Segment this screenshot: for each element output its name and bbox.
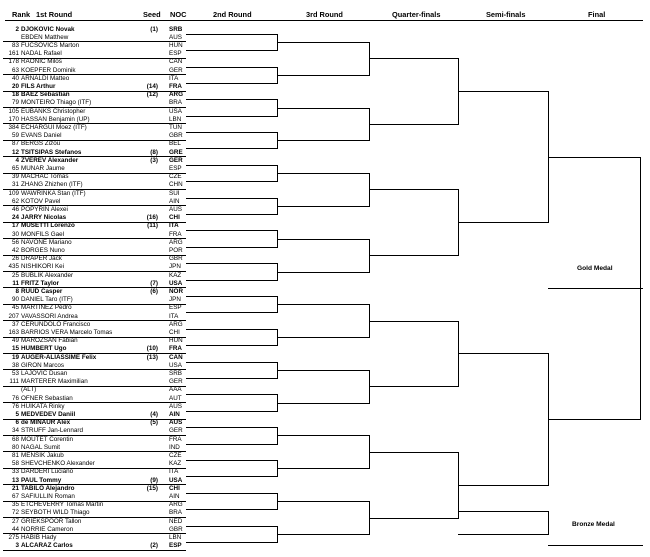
player-rank: 63 [11,66,19,74]
player-name: EBDEN Matthew [21,33,69,41]
player-noc: AUT [169,394,182,402]
player-rank: 87 [11,140,19,148]
player-noc: CAN [169,58,183,66]
player-noc: CHI [169,484,180,492]
bracket-line [186,83,277,84]
player-noc: ITA [169,468,179,476]
player-noc: FRA [169,345,182,353]
player-rank: 12 [11,148,19,156]
player-rank: 65 [11,164,19,172]
bracket-line [458,511,548,512]
player-name: SHEVCHENKO Alexander [21,460,95,468]
bracket-line [186,296,277,297]
player-name: NADAL Rafael [21,50,62,58]
player-noc: HUN [169,41,183,49]
player-name: ETCHEVERRY Tomas Martin [21,501,104,509]
player-seed: (15) [146,484,158,492]
bracket-line [186,394,277,395]
player-noc: JPN [169,296,181,304]
player-name: MEDVEDEV Daniil [21,410,76,418]
bracket-line [369,58,458,59]
header-second-round: 2nd Round [213,10,252,19]
player-noc: FRA [169,230,182,238]
player-name: DANIEL Taro (ITF) [21,296,73,304]
bracket-line [369,518,458,519]
player-name: STRUFF Jan-Lennard [21,427,83,435]
bracket-line [369,321,458,322]
player-rank: 81 [11,451,19,459]
player-seed: (2) [150,542,158,550]
player-noc: FRA [169,435,182,443]
player-noc: AUS [169,205,182,213]
player-noc: USA [169,107,182,115]
bracket-line [458,91,548,92]
player-name: MARTERER Maximilian [21,378,88,386]
player-name: OFNER Sebastian [21,394,73,402]
header-rank: Rank [12,10,31,19]
player-noc: GBR [169,525,183,533]
bracket-line [186,263,277,264]
player-name: POPYRIN Alexei [21,205,68,213]
player-name: ALCARAZ Carlos [21,542,73,550]
bracket-line [186,165,277,166]
bracket-line [548,511,549,535]
player-noc: JPN [169,263,181,271]
player-seed: (11) [147,222,158,230]
player-noc: HUN [169,337,183,345]
player-name: AUGER-ALIASSIME Felix [21,353,97,361]
player-name: FILS Arthur [21,82,56,90]
player-noc: TUN [169,123,182,131]
player-name: TABILO Alejandro [21,484,75,492]
player-rank: 42 [11,246,19,254]
bracket-line [186,329,277,330]
player-noc: CHI [169,214,180,222]
player-noc: BRA [169,509,182,517]
header-seed: Seed [143,10,161,19]
player-name: ZHANG Zhizhen (ITF) [21,181,83,189]
player-name: MACHAC Tomas [21,173,69,181]
player-noc: GER [169,427,183,435]
player-noc: GBR [169,132,183,140]
player-rank: 19 [11,353,19,361]
header-rule [5,20,643,21]
player-rank: 53 [11,369,19,377]
player-rank: 38 [11,361,19,369]
player-name: BARRIOS VERA Marcelo Tomas [21,328,113,336]
player-rank: 20 [11,82,19,90]
player-noc: GBR [169,255,183,263]
player-name: CERUNDOLO Francisco [21,320,91,328]
player-rank: 46 [11,205,19,213]
player-noc: CZE [169,451,182,459]
player-rank: 76 [11,402,19,410]
player-rank: 170 [8,115,19,123]
player-noc: USA [169,476,183,484]
player-seed: (6) [150,287,158,295]
bracket-line [458,534,548,535]
player-rank: 21 [11,484,19,492]
bracket-line [186,214,277,215]
player-rank: 109 [8,189,19,197]
player-noc: SRB [169,25,183,33]
player-noc: ARG [169,91,183,99]
bracket-line [277,140,369,141]
player-noc: AAA [169,386,182,394]
player-rank: 18 [11,91,19,99]
bracket-line [186,247,277,248]
player-name: NORRIE Cameron [21,525,74,533]
player-name: JARRY Nicolas [21,214,67,222]
player-name: ARNALDI Matteo [21,74,70,82]
player-noc: LBN [169,115,182,123]
bracket-line [186,34,277,35]
player-rank: 6 [15,419,19,427]
bracket-line [186,345,277,346]
bracket-line [277,304,369,305]
player-noc: IND [169,443,180,451]
header-first-round: 1st Round [36,10,73,19]
bracket-line [458,353,548,354]
player-name: MAROZSAN Fabian [21,337,78,345]
player-noc: CHN [169,181,183,189]
player-seed: (13) [146,353,158,361]
player-noc: FRA [169,82,182,90]
player-noc: ITA [169,312,179,320]
player-rank: 25 [11,271,19,279]
bracket-line [277,370,369,371]
player-rank: 8 [15,287,19,295]
player-noc: SUI [169,189,180,197]
match-separator [3,550,186,551]
player-rank: 79 [11,99,19,107]
bracket-line [277,501,369,502]
player-name: MONTEIRO Thiago (ITF) [21,99,92,107]
player-name: TSITSIPAS Stefanos [21,148,82,156]
player-name: SEYBOTH WILD Thiago [21,509,90,517]
bracket-line [277,108,369,109]
player-name: BUBLIK Alexander [21,271,74,279]
bracket-line [277,206,369,207]
bracket-line [277,42,369,43]
header-semi-finals: Semi-finals [486,10,526,19]
bracket-line [548,157,640,158]
player-name: HUIKATA Rinky [21,402,65,410]
bracket-line [186,542,277,543]
bracket-line [186,230,277,231]
player-name: MOUTET Corentin [21,435,74,443]
player-rank: 39 [11,173,19,181]
bracket-line [277,173,369,174]
player-rank: 15 [11,345,19,353]
player-noc: ARG [169,238,183,246]
player-rank: 40 [11,74,19,82]
bracket-line [458,222,548,223]
player-noc: ESP [169,50,182,58]
bracket-line [186,181,277,182]
player-noc: CAN [169,353,183,361]
bracket-line [277,534,369,535]
player-rank: 4 [15,156,19,164]
bracket-line [186,378,277,379]
player-noc: CHI [169,328,180,336]
player-name: MARTINEZ Pedro [21,304,72,312]
player-name: WAWRINKA Stan (ITF) [21,189,86,197]
bracket-line [186,132,277,133]
bracket-line [548,419,640,420]
bracket-line [186,476,277,477]
bracket-line [186,148,277,149]
player-noc: AUS [169,402,182,410]
bracket-line [548,545,643,546]
bracket-line [277,272,369,273]
bracket-line [369,370,370,404]
player-seed: (16) [146,214,158,222]
player-rank: 11 [12,279,19,287]
gold-medal-label: Gold Medal [577,265,613,272]
player-name: FRITZ Taylor [21,279,60,287]
player-name: MUSETTI Lorenzo [21,222,75,230]
player-name: FUCSOVICS Marton [21,41,80,49]
player-noc: BEL [169,140,181,148]
player-rank: 90 [11,296,19,304]
player-noc: USA [169,361,182,369]
player-name: HABIB Hady [21,533,57,541]
bracket-line [186,493,277,494]
player-name: LAJOVIC Dusan [21,369,68,377]
player-rank: 13 [11,476,19,484]
bracket-line [369,173,370,207]
player-name: VAVASSORI Andrea [21,312,78,320]
player-noc: AIN [169,492,180,500]
player-rank: 59 [11,132,19,140]
bracket-line [369,452,458,453]
player-noc: GRE [169,148,183,156]
player-name: HASSAN Benjamin (UP) [21,115,90,123]
player-rank: 24 [11,214,19,222]
bracket-line [186,427,277,428]
bracket-line [458,321,459,387]
player-rank: 34 [11,427,19,435]
player-noc: AIN [169,197,180,205]
bracket-line [277,75,369,76]
player-name: ECHARGUI Moez (ITF) [21,123,87,131]
bracket-line [186,460,277,461]
player-name: BERGS Zizou [21,140,61,148]
player-rank: 45 [11,304,19,312]
player-name: KOTOV Pavel [21,197,61,205]
player-rank: 111 [9,378,19,386]
player-rank: 35 [11,501,19,509]
player-rank: 76 [11,394,19,402]
player-noc: AIN [169,410,180,418]
bracket-line [369,255,458,256]
player-name: HUMBERT Ugo [21,345,67,353]
player-name: de MINAUR Alex [21,419,71,427]
player-noc: GER [169,378,183,386]
player-noc: ITA [169,222,179,230]
player-name: BORGES Nuno [21,246,65,254]
header-third-round: 3rd Round [306,10,343,19]
bracket-line [548,288,643,289]
player-noc: BRA [169,99,182,107]
player-rank: 161 [8,50,19,58]
player-rank: 207 [8,312,19,320]
player-rank: 163 [8,328,19,336]
player-noc: KAZ [169,460,182,468]
player-name: GIRON Marcos [21,361,65,369]
player-rank: 37 [11,320,19,328]
bracket-line [186,444,277,445]
player-name: ZVEREV Alexander [21,156,79,164]
player-noc: ESP [169,542,182,550]
player-noc: SRB [169,369,182,377]
player-rank: 5 [15,410,19,418]
player-name: DRAPER Jack [21,255,62,263]
bracket-line [186,116,277,117]
player-noc: NED [169,517,183,525]
player-rank: 62 [11,197,19,205]
player-name: NAVONE Mariano [21,238,72,246]
header-quarter-finals: Quarter-finals [392,10,441,19]
player-rank: 178 [8,58,19,66]
player-rank: 58 [11,460,19,468]
player-rank: 275 [8,533,19,541]
player-name: PAUL Tommy [21,476,62,484]
player-rank: 17 [11,222,19,230]
player-rank: 67 [11,492,19,500]
player-rank: 83 [11,41,19,49]
player-name: EVANS Daniel [21,132,62,140]
bracket-line [277,427,278,445]
bronze-medal-label: Bronze Medal [572,521,615,528]
bracket-line [369,42,370,76]
player-name: (ALT) [21,386,37,394]
player-noc: GER [169,156,183,164]
player-name: BAEZ Sebastian [21,91,70,99]
player-name: DARDERI Luciano [21,468,74,476]
player-seed: (4) [150,410,158,418]
player-noc: CZE [169,173,182,181]
player-name: NAGAL Sumit [21,443,60,451]
player-name: GRIEKSPOOR Tallon [21,517,82,525]
player-name: MENSIK Jakub [21,451,64,459]
player-rank: 384 [8,123,19,131]
player-noc: LBN [169,533,182,541]
player-seed: (5) [150,419,158,427]
header-final: Final [588,10,606,19]
player-rank: 33 [11,468,19,476]
player-noc: ESP [169,164,182,172]
bracket-line [186,312,277,313]
player-rank: 435 [8,263,19,271]
bracket-line [369,189,458,190]
bracket-line [369,386,458,387]
header-noc: NOC [170,10,187,19]
player-name: EUBANKS Christopher [21,107,86,115]
player-seed: (10) [146,345,158,353]
bracket-line [277,239,369,240]
player-name: RAONIC Milos [21,58,62,66]
player-noc: USA [169,279,183,287]
player-rank: 49 [11,337,19,345]
player-seed: (7) [150,279,158,287]
bracket-line [186,526,277,527]
bracket-line [369,239,370,273]
player-name: MONFILS Gael [21,230,65,238]
player-rank: 2 [15,25,19,33]
player-rank: 44 [11,525,19,533]
player-rank: 30 [11,230,19,238]
player-noc: ITA [169,74,179,82]
player-noc: ESP [169,304,182,312]
bracket-line [186,99,277,100]
player-noc: AUS [169,33,182,41]
player-noc: NOR [169,287,183,295]
player-noc: GER [169,66,183,74]
player-rank: 72 [11,509,19,517]
player-noc: POR [169,246,183,254]
bracket-line [277,468,369,469]
bracket-line [186,411,277,412]
player-seed: (3) [150,156,158,164]
bracket-line [186,198,277,199]
player-name: RUUD Casper [21,287,63,295]
player-name: DJOKOVIC Novak [21,25,75,33]
player-noc: ARG [169,501,183,509]
bracket-line [186,67,277,68]
player-rank: 80 [11,443,19,451]
bracket-line [186,509,277,510]
player-rank: 27 [11,517,19,525]
player-noc: ARG [169,320,183,328]
bracket-line [277,337,369,338]
player-rank: 105 [8,107,19,115]
player-seed: (9) [150,476,158,484]
bracket-line [458,485,548,486]
player-noc: KAZ [169,271,182,279]
player-seed: (14) [146,82,158,90]
player-rank: 56 [11,238,19,246]
bracket-line [277,403,369,404]
player-name: NISHIKORI Kei [21,263,65,271]
player-seed: (1) [150,25,158,33]
player-rank: 3 [15,542,19,550]
bracket-line [186,280,277,281]
player-rank: 68 [11,435,19,443]
player-rank: 26 [11,255,19,263]
bracket-line [186,50,277,51]
player-name: MUNAR Jaume [21,164,65,172]
player-name: KOEPFER Dominik [21,66,76,74]
player-seed: (8) [150,148,158,156]
player-seed: (12) [146,91,158,99]
bracket-line [277,435,369,436]
player-noc: AUS [169,419,183,427]
player-name: SAFIULLIN Roman [21,492,75,500]
bracket-line [369,124,458,125]
player-rank: 31 [11,181,19,189]
bracket-line [186,362,277,363]
